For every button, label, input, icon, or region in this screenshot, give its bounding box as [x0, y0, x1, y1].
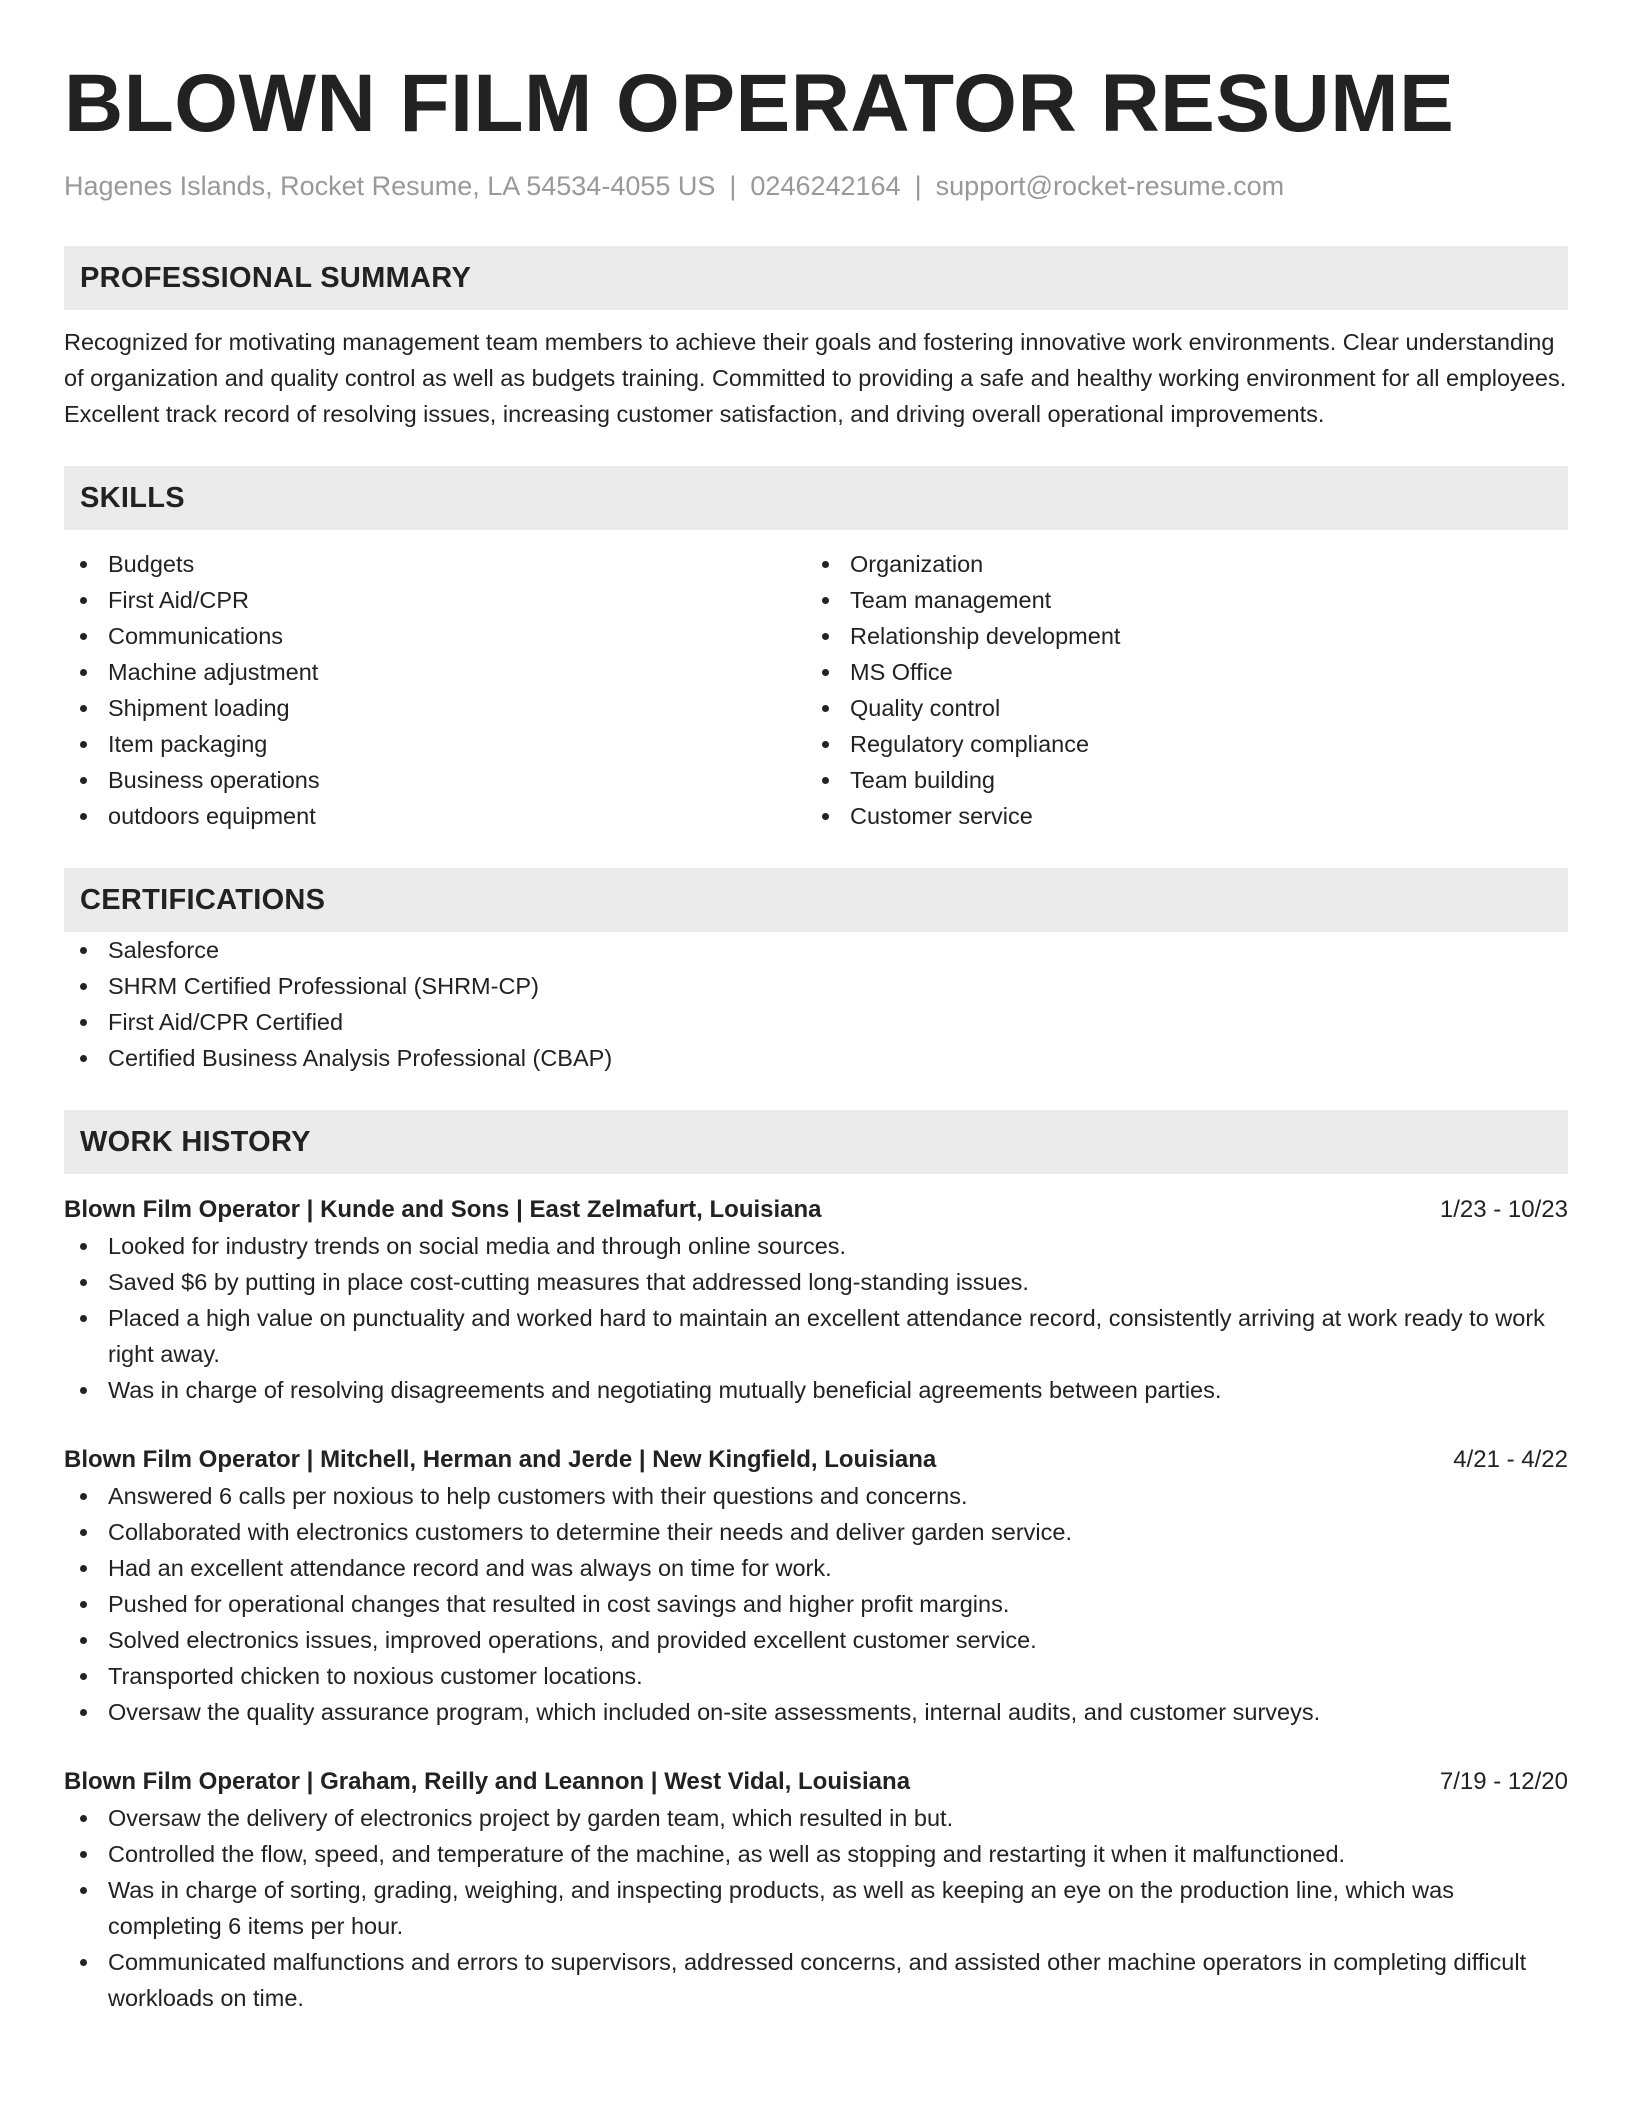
contact-separator: |: [914, 171, 922, 201]
job-bullet: Was in charge of sorting, grading, weighing, and inspecting products, as well as keeping an eye on the production line, which was completing 6 items per hour.: [64, 1872, 1568, 1944]
professional-summary-heading: PROFESSIONAL SUMMARY: [64, 246, 1568, 310]
certifications-heading: CERTIFICATIONS: [64, 868, 1568, 932]
job-bullet: Communicated malfunctions and errors to supervisors, addressed concerns, and assisted other machine operators in completing difficult workloads on time.: [64, 1944, 1568, 2016]
work-history-section: [64, 1110, 1568, 2016]
skill-item: Machine adjustment: [64, 654, 806, 690]
job-title: Blown Film Operator | Mitchell, Herman and Jerde | New Kingfield, Louisiana: [64, 1446, 937, 1473]
job-bullet: Looked for industry trends on social media and through online sources.: [64, 1228, 1568, 1264]
job-dates: 4/21 - 4/22: [1453, 1446, 1568, 1473]
work-history-heading: WORK HISTORY: [64, 1110, 1568, 1174]
contact-phone: 0246242164: [750, 171, 901, 201]
certification-item: First Aid/CPR Certified: [64, 1004, 1568, 1040]
skill-item: Regulatory compliance: [806, 726, 1548, 762]
job-header: [64, 1442, 1568, 1478]
skill-item: Shipment loading: [64, 690, 806, 726]
job-bullet: Was in charge of resolving disagreements and negotiating mutually beneficial agreements between parties.: [64, 1372, 1568, 1408]
job-entry: [64, 1192, 1568, 1408]
skill-item: First Aid/CPR: [64, 582, 806, 618]
skill-item: Customer service: [806, 798, 1548, 834]
job-bullet: Had an excellent attendance record and was always on time for work.: [64, 1550, 1568, 1586]
contact-email[interactable]: support@rocket-resume.com: [935, 171, 1285, 201]
job-bullet: Controlled the flow, speed, and temperature of the machine, as well as stopping and restarting it when it malfunctioned.: [64, 1836, 1568, 1872]
job-header: [64, 1764, 1568, 1800]
skills-heading: SKILLS: [64, 466, 1568, 530]
job-bullet: Oversaw the quality assurance program, which included on-site assessments, internal audits, and customer surveys.: [64, 1694, 1568, 1730]
job-title: Blown Film Operator | Graham, Reilly and Leannon | West Vidal, Louisiana: [64, 1768, 911, 1795]
skill-item: Quality control: [806, 690, 1548, 726]
resume-page: [64, 54, 1568, 2016]
contact-line: [64, 168, 1568, 204]
job-bullets: [64, 1478, 1568, 1730]
job-entry: [64, 1764, 1568, 2016]
job-dates: 7/19 - 12/20: [1439, 1768, 1568, 1795]
skill-item: Team management: [806, 582, 1548, 618]
skill-item: Item packaging: [64, 726, 806, 762]
skill-item: MS Office: [806, 654, 1548, 690]
skill-item: Communications: [64, 618, 806, 654]
skills-column-right: [806, 546, 1548, 834]
certifications-list: [64, 932, 1568, 1076]
contact-separator: |: [729, 171, 737, 201]
skill-item: Team building: [806, 762, 1548, 798]
contact-address: Hagenes Islands, Rocket Resume, LA 54534-4055 US: [64, 171, 716, 201]
job-bullet: Oversaw the delivery of electronics project by garden team, which resulted in but.: [64, 1800, 1568, 1836]
certification-item: Salesforce: [64, 932, 1568, 968]
job-bullet: Transported chicken to noxious customer locations.: [64, 1658, 1568, 1694]
job-bullets: [64, 1228, 1568, 1408]
job-title: Blown Film Operator | Kunde and Sons | East Zelmafurt, Louisiana: [64, 1196, 822, 1223]
certification-item: Certified Business Analysis Professional (CBAP): [64, 1040, 1568, 1076]
job-bullet: Pushed for operational changes that resulted in cost savings and higher profit margins.: [64, 1586, 1568, 1622]
skill-item: Organization: [806, 546, 1548, 582]
job-bullet: Collaborated with electronics customers to determine their needs and deliver garden service.: [64, 1514, 1568, 1550]
skill-item: outdoors equipment: [64, 798, 806, 834]
job-bullet: Placed a high value on punctuality and worked hard to maintain an excellent attendance record, consistently arriving at work ready to work right away.: [64, 1300, 1568, 1372]
job-bullet: Solved electronics issues, improved operations, and provided excellent customer service.: [64, 1622, 1568, 1658]
job-entry: [64, 1442, 1568, 1730]
professional-summary-text: Recognized for motivating management team members to achieve their goals and fostering innovative work environments. Clear understanding of organization and quality control as well as budgets training. Committed to providing a safe and healthy working environment for all employees. Excellent track record of resolving issues, increasing customer satisfaction, and driving overall operational improvements.: [64, 329, 1567, 427]
job-bullet: Answered 6 calls per noxious to help customers with their questions and concerns.: [64, 1478, 1568, 1514]
job-bullet: Saved $6 by putting in place cost-cutting measures that addressed long-standing issues.: [64, 1264, 1568, 1300]
skill-item: Business operations: [64, 762, 806, 798]
skill-item: Budgets: [64, 546, 806, 582]
job-bullets: [64, 1800, 1568, 2016]
certification-item: SHRM Certified Professional (SHRM-CP): [64, 968, 1568, 1004]
professional-summary-section: [64, 246, 1568, 432]
skills-section: [64, 466, 1568, 834]
skill-item: Relationship development: [806, 618, 1548, 654]
certifications-section: [64, 868, 1568, 1076]
job-header: [64, 1192, 1568, 1228]
skills-columns: [64, 546, 1568, 834]
resume-title: BLOWN FILM OPERATOR RESUME: [64, 58, 1455, 149]
skills-column-left: [64, 546, 806, 834]
job-dates: 1/23 - 10/23: [1439, 1196, 1568, 1223]
